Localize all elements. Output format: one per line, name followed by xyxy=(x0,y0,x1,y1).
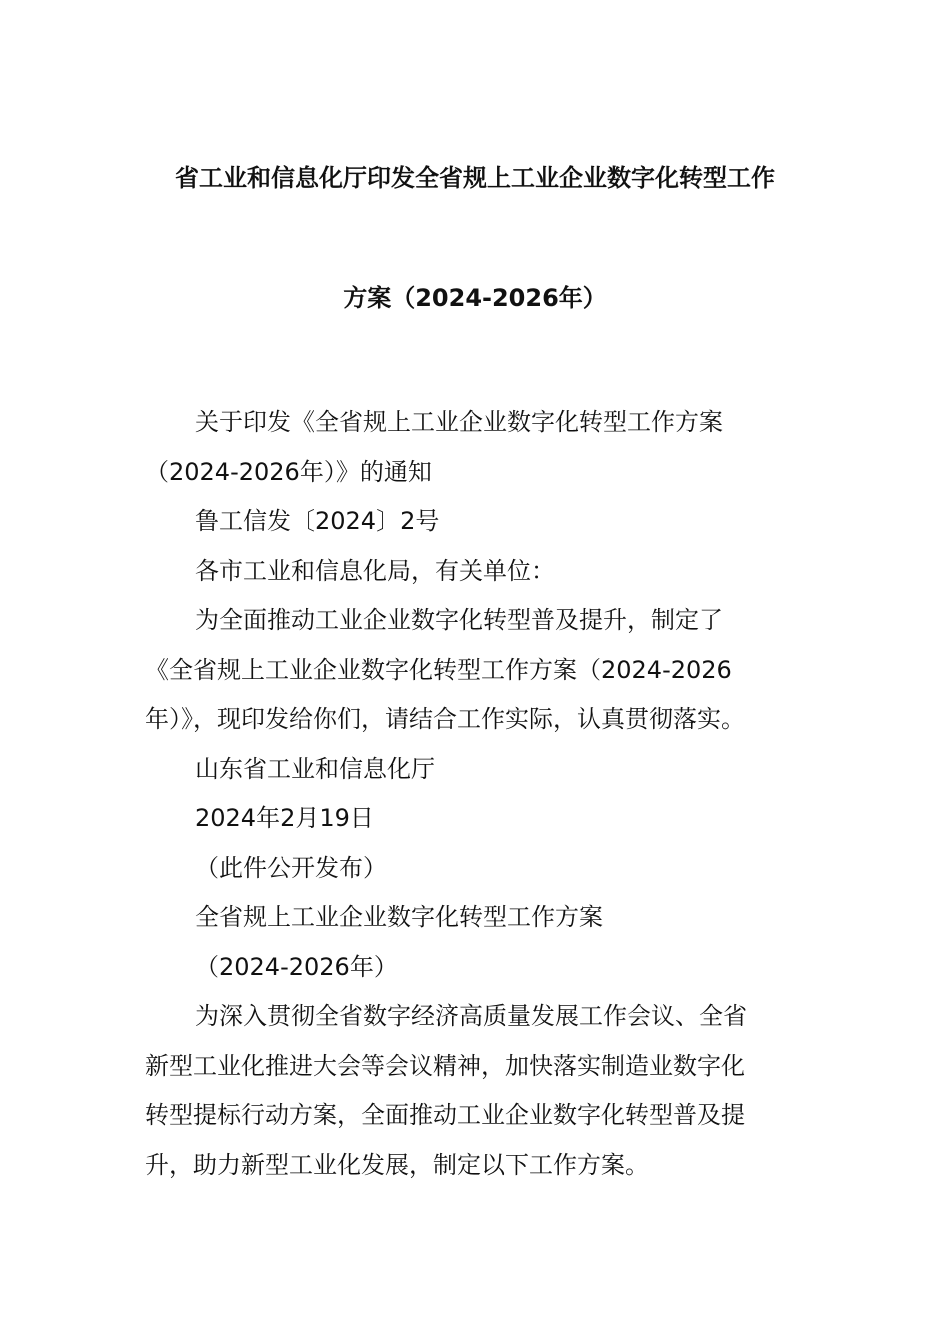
plan-intro-paragraph xyxy=(145,992,810,1190)
notice-body-paragraph xyxy=(145,596,810,745)
document-title-line-2: 方案（2024-2026年） xyxy=(343,284,607,312)
recipients: 各市工业和信息化局，有关单位： xyxy=(195,556,555,585)
notice-title-line-2: （2024-2026年）》的通知 xyxy=(145,457,432,486)
paragraph-line: 为全面推动工业企业数字化转型普及提升，制定了 xyxy=(195,606,723,634)
plan-years: （2024-2026年） xyxy=(195,952,398,981)
doc-number: 鲁工信发〔2024〕2号 xyxy=(195,507,440,535)
notice-title xyxy=(145,398,810,497)
issue-date: 2024年2月19日 xyxy=(195,804,374,832)
notice-title-line-1: 关于印发《全省规上工业企业数字化转型工作方案 xyxy=(195,408,723,436)
paragraph-line: 《全省规上工业企业数字化转型工作方案（2024-2026 xyxy=(145,655,732,684)
paragraph-line: 为深入贯彻全省数字经济高质量发展工作会议、全省 xyxy=(195,1002,747,1030)
publish-note: （此件公开发布） xyxy=(195,853,387,882)
document-title-line-1: 省工业和信息化厅印发全省规上工业企业数字化转型工作 xyxy=(175,164,775,192)
paragraph-line: 转型提标行动方案，全面推动工业企业数字化转型普及提 xyxy=(145,1101,745,1129)
paragraph-line: 升，助力新型工业化发展，制定以下工作方案。 xyxy=(145,1150,649,1179)
plan-title: 全省规上工业企业数字化转型工作方案 xyxy=(195,903,603,931)
issuer: 山东省工业和信息化厅 xyxy=(195,754,435,783)
paragraph-line: 年）》，现印发给你们，请结合工作实际，认真贯彻落实。 xyxy=(145,705,745,733)
document-body xyxy=(145,398,810,1190)
paragraph-line: 新型工业化推进大会等会议精神，加快落实制造业数字化 xyxy=(145,1051,745,1080)
